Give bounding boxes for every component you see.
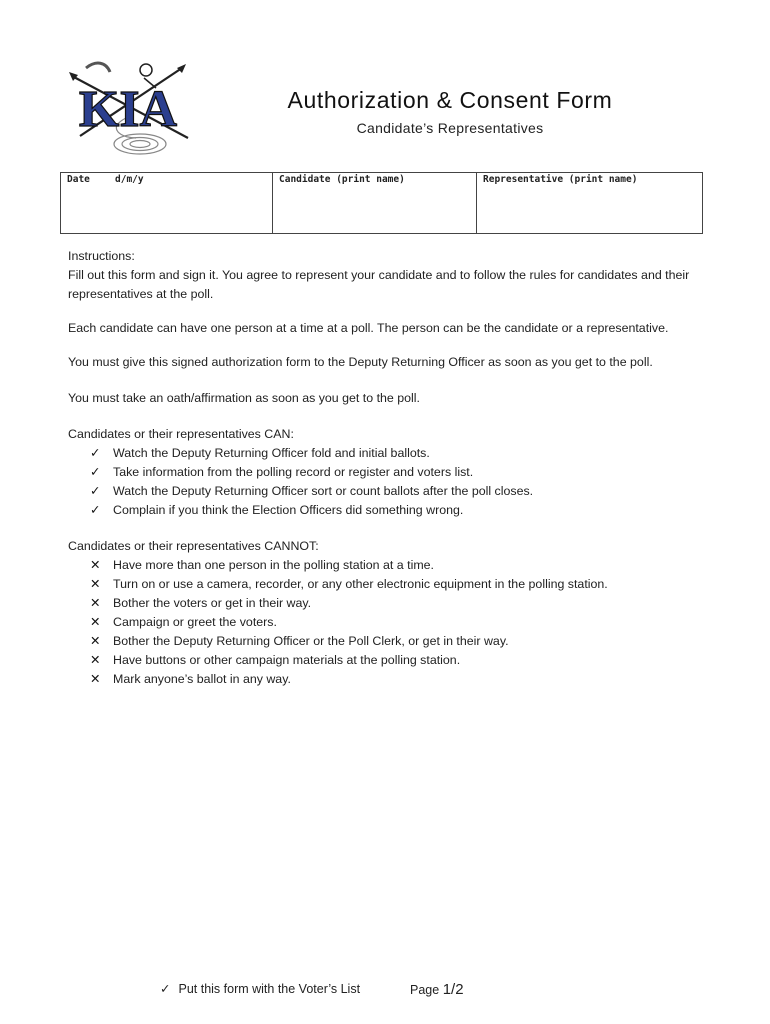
checkmark-icon: ✓ — [90, 484, 101, 498]
page-footer — [160, 981, 464, 998]
cross-icon: ✕ — [90, 634, 101, 648]
can-heading: Candidates or their representatives CAN: — [68, 427, 294, 441]
checkmark-icon: ✓ — [90, 503, 101, 517]
checkmark-icon: ✓ — [90, 446, 101, 460]
instructions-paragraph-1: Fill out this form and sign it. You agree to represent your candidate and to follow the rules for candidates and their representatives at the poll. — [68, 268, 690, 301]
date-format-label: d/m/y — [115, 174, 144, 185]
list-item: ✓ Watch the Deputy Returning Officer sort or count ballots after the poll closes. — [68, 482, 708, 501]
list-item: ✓ Complain if you think the Election Officers did something wrong. — [68, 501, 708, 520]
list-item: ✓ Take information from the polling record or register and voters list. — [68, 463, 708, 482]
list-item: ✕ Bother the voters or get in their way. — [68, 594, 708, 613]
kia-logo — [66, 58, 194, 160]
checkmark-icon: ✓ — [90, 465, 101, 479]
representative-name-cell[interactable] — [477, 173, 703, 234]
cross-icon: ✕ — [90, 672, 101, 686]
candidate-label: Candidate (print name) — [279, 174, 405, 185]
list-item: ✕ Campaign or greet the voters. — [68, 613, 708, 632]
cross-icon: ✕ — [90, 615, 101, 629]
list-item: ✕ Turn on or use a camera, recorder, or any other electronic equipment in the polling station. — [68, 575, 708, 594]
cannot-heading: Candidates or their representatives CANNOT: — [68, 539, 319, 553]
instructions-section — [68, 247, 708, 689]
form-subtitle: Candidate’s Representatives — [356, 120, 544, 136]
instructions-heading: Instructions: — [68, 249, 135, 263]
footer-note: Put this form with the Voter’s List — [178, 982, 361, 996]
candidate-name-cell[interactable] — [273, 173, 477, 234]
list-item: ✓ Watch the Deputy Returning Officer fold and initial ballots. — [68, 444, 708, 463]
list-item: ✕ Have more than one person in the polling station at a time. — [68, 556, 708, 575]
can-list — [68, 444, 708, 520]
list-item: ✕ Bother the Deputy Returning Officer or the Poll Clerk, or get in their way. — [68, 632, 708, 651]
form-title: Authorization & Consent Form — [287, 87, 613, 113]
logo-text: KIA — [78, 81, 178, 138]
representative-label: Representative (print name) — [483, 174, 638, 185]
cannot-list — [68, 556, 708, 689]
date-cell[interactable] — [61, 173, 273, 234]
cross-icon: ✕ — [90, 653, 101, 667]
cross-icon: ✕ — [90, 558, 101, 572]
date-label: Date — [67, 174, 90, 185]
cross-icon: ✕ — [90, 596, 101, 610]
info-table — [60, 172, 703, 234]
page-number: Page 1/2 — [410, 981, 464, 998]
instructions-paragraph-4: You must take an oath/affirmation as soon as you get to the poll. — [68, 391, 420, 405]
list-item: ✕ Mark anyone’s ballot in any way. — [68, 670, 708, 689]
cross-icon: ✕ — [90, 577, 101, 591]
instructions-paragraph-3: You must give this signed authorization form to the Deputy Returning Officer as soon as you get to the poll. — [68, 355, 653, 369]
instructions-paragraph-2: Each candidate can have one person at a time at a poll. The person can be the candidate or a representative. — [68, 321, 669, 335]
list-item: ✕ Have buttons or other campaign materials at the polling station. — [68, 651, 708, 670]
checkmark-icon: ✓ — [160, 982, 171, 996]
